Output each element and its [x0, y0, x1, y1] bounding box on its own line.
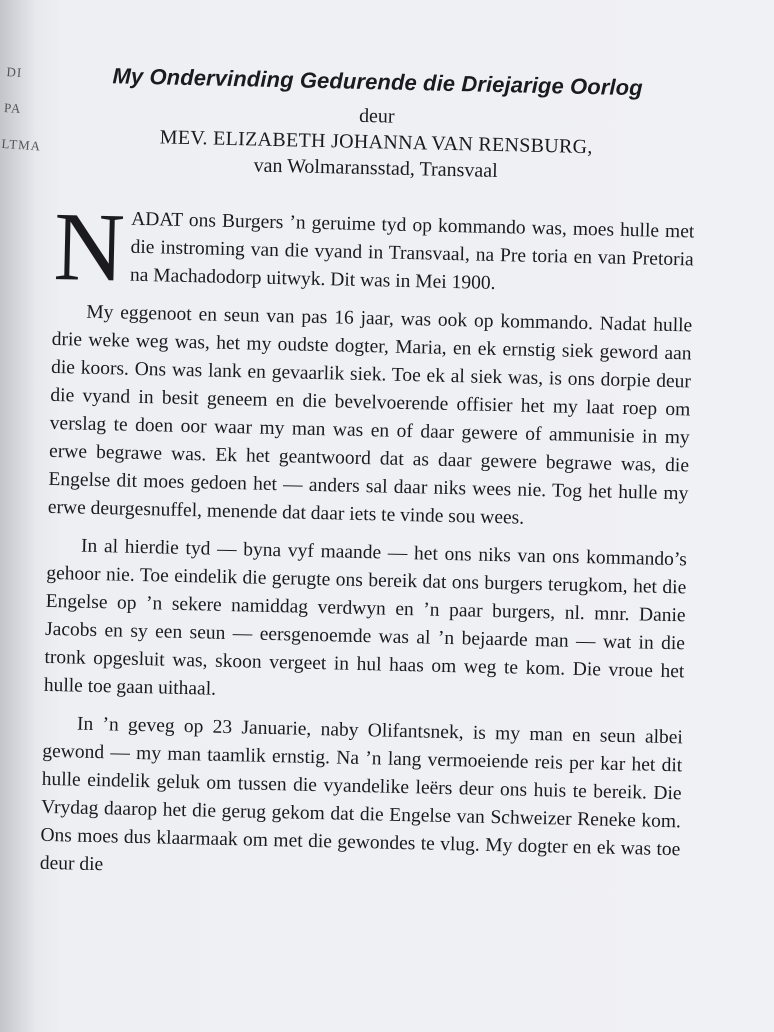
chapter-title: My Ondervinding Gedurende die Driejarige Oorlog	[112, 63, 644, 101]
author-name: MEV. ELIZABETH JOHANNA VAN RENSBURG,	[159, 126, 593, 159]
book-page	[39, 62, 697, 892]
paragraph-3: In al hierdie tyd — byna vyf maande — het ons niks van ons kommando’s gehoor nie. Toe eindelik die gerugte ons bereik dat ons burgers terugkom, het die Engelse op ’n sekere namiddag verdwyn en ’n paar burgers, nl. mnr. Danie Jacobs en sy een seun — eersgenoemde was al ’n bejaarde man — wat in die tronk opgesluit was, skoon vergeet in hul haas om weg te kom. Die vroue het hulle toe gaan uithaal.	[43, 535, 688, 700]
book-gutter	[0, 0, 42, 1032]
paragraph-4: In ’n geveg op 23 Januarie, naby Olifantsnek, is my man en seun albei gewond — my man taamlik ernstig. Na ’n lang vermoeiende reis per kar het dit hulle eindelik geluk om tussen die vyandelike leërs deur ons huis te bereik. Die Vrydag daarop het die gerug gekom dat die Engelse van Schweizer Reneke kom. Ons moes dus klaarmaak om met die gewondes te vlug. My dogter en ek was toe deur die	[39, 713, 684, 876]
gutter-text: DI PA LTMA	[1, 64, 42, 154]
author-place: van Wolmaransstad, Transvaal	[253, 154, 498, 183]
paragraph-1-text: ADAT ons Burgers ’n geruime tyd op kommando was, moes hulle met die instroming van die vyand in Transvaal, na Pre toria en van Pretoria na Machadodorp uitwyk. Dit was in Mei 1900.	[129, 208, 695, 294]
byline-deur: deur	[358, 104, 395, 128]
drop-cap: N	[52, 192, 126, 303]
paragraph-1	[52, 192, 695, 303]
paragraph-2: My eggenoot en seun van pas 16 jaar, was ook op kommando. Nadat hulle drie weke weg was, het my oudste dogter, Maria, en ek ernstig siek geword aan die koors. Ons was lank en gevaarlik siek. Toe ek al siek was, is ons dorpie deur die vyand in besit geneem en die bevelvoerende offisier het my laat roep om verslag te doen oor waar my man was en of daar gewere of ammunisie in my erwe begrawe was. Ek het geantwoord dat as daar gewere begrawe was, die Engelse dit moes gedoen het — anders sal daar niks wees nie. Tog het hulle my erwe deurgesnuffel, menende dat daar iets te vinde sou wees.	[47, 301, 693, 529]
